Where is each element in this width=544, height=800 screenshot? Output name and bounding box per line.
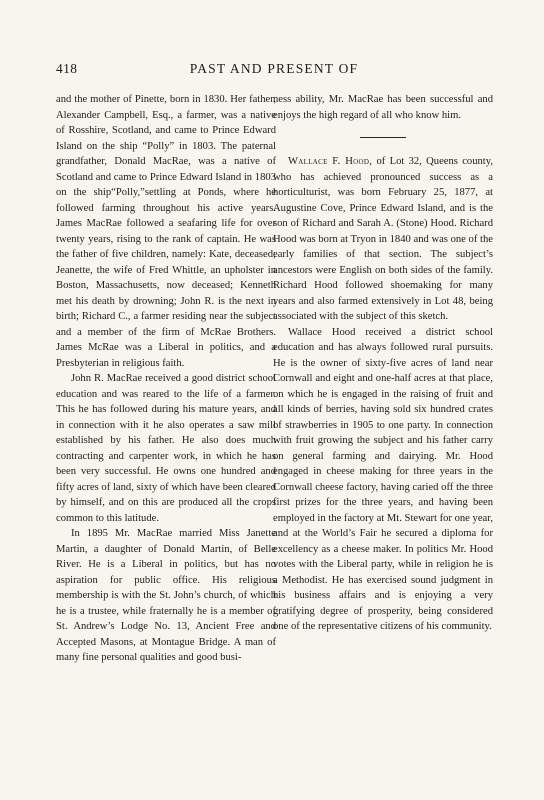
section-divider <box>360 137 406 138</box>
paragraph-continuation: ness ability, Mr. MacRae has been successful and enjoys the high regard of all who know him. <box>273 94 493 121</box>
paragraph-marriage: In 1895 Mr. MacRae married Miss Janette Martin, a daughter of Donald Martin, of Belle River. He is a Liberal in politics, but has no aspiration for public office. His religious membership is with the St. John’s church, of which he is a trustee, while fraternally he is a member of St. Andrew’s Lodge No. 13, Ancient Free and Accepted Masons, at Montague Bridge. A man of many fine personal qualities and good busi- <box>56 528 276 663</box>
paragraph-john-macrae: John R. MacRae received a good district school education and was reared to the life of a farmer. This he has followed during his mature years, and in connection with it he also operates a saw mill established by his father. He also does much contracting and carpenter work, in which he has been very successful. He owns one hundred and fifty acres of land, sixty of which have been cleared by himself, and on this are produced all the crops common to this latitude. <box>56 373 276 524</box>
biography-name: Wallace F. Hood, <box>288 156 373 167</box>
right-column <box>273 92 493 635</box>
paragraph-hood-career: Wallace Hood received a district school education and has always followed rural pursuits. He is the owner of sixty-five acres of land near Cornwall and eight and one-half acres at that place, on which he is engaged in the raising of fruit and all kinds of berries, having sold six hundred crates of strawberries in 1905 to one party. In connection with fruit growing the subject and his father carry on general farming and dairying. Mr. Hood engaged in cheese making for three years in the Cornwall cheese factory, having caried off the three first prizes for the three years, and having been employed in the factory at Mt. Stewart for one year, and at the World’s Fair he secured a diploma for excellency as a cheese maker. In politics Mr. Hood votes with the Liberal party, while in religion he is a Methodist. He has exercised sound judgment in his business affairs and is enjoying a very gratifying degree of prosperity, being considered one of the representative citizens of his community. <box>273 326 493 632</box>
left-column <box>56 92 276 666</box>
paragraph-hood-intro <box>273 154 493 325</box>
page-number: 418 <box>56 61 78 76</box>
page-header <box>56 61 492 79</box>
biography-opening: of Lot 32, Queens county, who has achieved pronounced success as a horticulturist, was born February 25, 1877, at Augustine Cove, Prince Edward Island, and is the son of Richard and Sarah A. (Stone) Hood. Richard Hood was born at Tryon in 1840 and was one of the early families of that section. The subject’s ancestors were English on both sides of the family. Richard Hood followed shoemaking for many years and also farmed extensively in Lot 48, being associated with the subject of this sketch. <box>273 156 494 322</box>
running-title: PAST AND PRESENT OF <box>189 61 359 76</box>
paragraph-continued: and the mother of Pinette, born in 1830. Her father, Alexander Campbell, Esq., a farmer, was a native of Rosshire, Scotland, and came to Prince Edward Island on the ship “Polly” in 1803. The paternal grandfather, Donald MacRae, was a native of Scotland and came to Prince Edward Island in 1803 on the ship“Polly,”settling at Ponds, where he followed farming throughout his active years. James MacRae followed a seafaring life for over twenty years, rising to the rank of captain. He was the father of five children, namely: Kate, deceased; Jeanette, the wife of Fred Whittle, an upholster in Boston, Massachusetts, now deceased; Kenneth met his death by drowning; John R. is the next in birth; Richard C., a farmer residing near the subject and a member of the firm of McRae Brothers. James McRae was a Liberal in politics, and a Presbyterian in religious faith. <box>56 94 276 369</box>
